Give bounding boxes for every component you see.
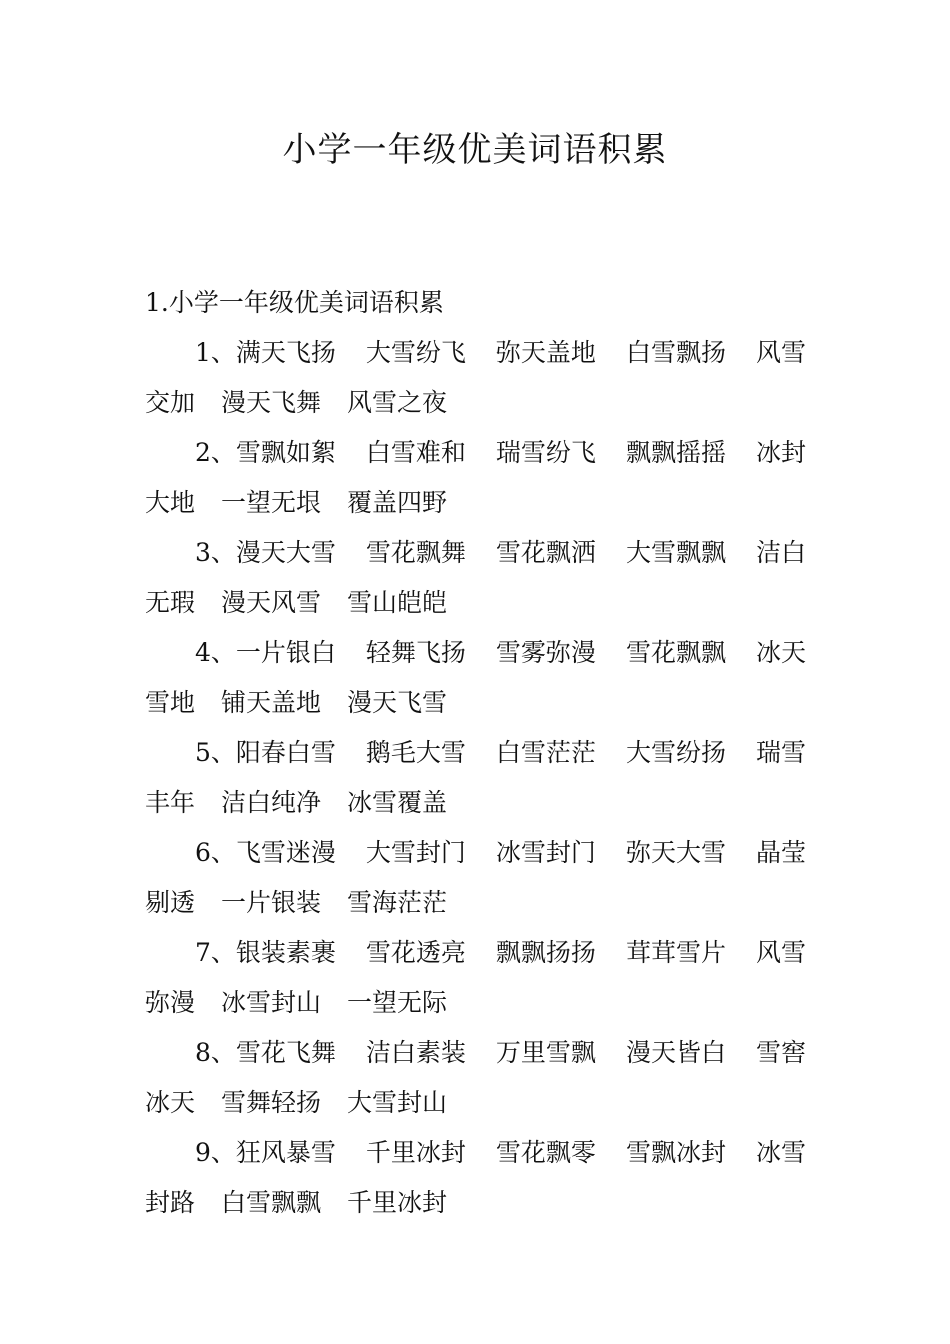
word-list-line	[145, 578, 806, 628]
word-phrase: 冰天	[145, 1088, 196, 1117]
word-list-item	[145, 428, 806, 528]
word-phrase: 洁白	[755, 538, 806, 567]
word-list-line	[145, 778, 806, 828]
word-phrase: 5、阳春白雪	[195, 738, 336, 767]
word-phrase: 弥天大雪	[625, 838, 726, 867]
word-phrase: 一望无际	[347, 988, 448, 1017]
word-list-line	[145, 428, 806, 478]
word-phrase: 白雪难和	[365, 438, 466, 467]
word-list-line	[145, 928, 806, 978]
word-phrase: 雪花飘舞	[365, 538, 466, 567]
word-list-line	[145, 1178, 806, 1228]
word-phrase: 风雪	[755, 338, 806, 367]
word-phrase: 9、狂风暴雪	[195, 1138, 336, 1167]
word-phrase: 风雪之夜	[347, 388, 448, 417]
word-phrase: 大雪封山	[347, 1088, 448, 1117]
word-phrase: 大雪纷飞	[365, 338, 466, 367]
word-list-item	[145, 1028, 806, 1128]
word-phrase: 雪飘冰封	[625, 1138, 726, 1167]
word-list-line	[145, 878, 806, 928]
word-list-item	[145, 828, 806, 928]
word-phrase: 雪花飘洒	[495, 538, 596, 567]
word-list-line	[145, 628, 806, 678]
word-list-line	[145, 378, 806, 428]
word-phrase: 弥漫	[145, 988, 196, 1017]
word-list-line	[145, 1078, 806, 1128]
word-phrase: 漫天皆白	[625, 1038, 726, 1067]
word-list-item	[145, 1128, 806, 1228]
word-phrase: 洁白素装	[365, 1038, 466, 1067]
word-phrase: 封路	[145, 1188, 196, 1217]
word-list-item	[145, 528, 806, 628]
word-phrase: 冰封	[755, 438, 806, 467]
word-phrase: 风雪	[755, 938, 806, 967]
word-list-line	[145, 478, 806, 528]
word-phrase: 7、银装素裹	[195, 938, 336, 967]
word-list-line	[145, 728, 806, 778]
word-list-line	[145, 328, 806, 378]
word-list-line	[145, 828, 806, 878]
word-phrase: 铺天盖地	[221, 688, 322, 717]
word-phrase: 洁白纯净	[221, 788, 322, 817]
document-body	[145, 278, 806, 1228]
word-phrase: 无瑕	[145, 588, 196, 617]
word-phrase: 雪舞轻扬	[221, 1088, 322, 1117]
word-phrase: 飘飘扬扬	[495, 938, 596, 967]
word-phrase: 8、雪花飞舞	[195, 1038, 336, 1067]
word-phrase: 万里雪飘	[495, 1038, 596, 1067]
word-list-item	[145, 328, 806, 428]
word-phrase: 剔透	[145, 888, 196, 917]
word-phrase: 漫天飞舞	[221, 388, 322, 417]
word-list-item	[145, 628, 806, 728]
word-phrase: 3、漫天大雪	[195, 538, 336, 567]
word-list-item	[145, 928, 806, 1028]
word-phrase: 雪海茫茫	[347, 888, 448, 917]
word-phrase: 大雪封门	[365, 838, 466, 867]
word-list-line	[145, 978, 806, 1028]
word-phrase: 雪雾弥漫	[495, 638, 596, 667]
word-phrase: 冰天	[755, 638, 806, 667]
word-list-line	[145, 1028, 806, 1078]
document-title: 小学一年级优美词语积累	[282, 130, 668, 170]
word-phrase: 雪花飘飘	[625, 638, 726, 667]
word-phrase: 鹅毛大雪	[365, 738, 466, 767]
word-phrase: 轻舞飞扬	[365, 638, 466, 667]
word-phrase: 白雪飘飘	[221, 1188, 322, 1217]
word-phrase: 瑞雪	[755, 738, 806, 767]
word-phrase: 千里冰封	[347, 1188, 448, 1217]
word-phrase: 1、满天飞扬	[195, 338, 336, 367]
word-phrase: 白雪飘扬	[625, 338, 726, 367]
word-phrase: 飘飘摇摇	[625, 438, 726, 467]
word-phrase: 冰雪封门	[495, 838, 596, 867]
word-phrase: 4、一片银白	[195, 638, 336, 667]
word-list-line	[145, 1128, 806, 1178]
word-phrase: 冰雪覆盖	[347, 788, 448, 817]
word-phrase: 雪花飘零	[495, 1138, 596, 1167]
word-phrase: 冰雪	[755, 1138, 806, 1167]
word-phrase: 一片银装	[221, 888, 322, 917]
word-phrase: 茸茸雪片	[625, 938, 726, 967]
word-phrase: 白雪茫茫	[495, 738, 596, 767]
word-list-item	[145, 728, 806, 828]
word-phrase: 2、雪飘如絮	[195, 438, 336, 467]
word-phrase: 一望无垠	[221, 488, 322, 517]
word-phrase: 大雪纷扬	[625, 738, 726, 767]
word-phrase: 6、飞雪迷漫	[195, 838, 336, 867]
word-phrase: 千里冰封	[365, 1138, 466, 1167]
word-phrase: 冰雪封山	[221, 988, 322, 1017]
word-phrase: 晶莹	[755, 838, 806, 867]
word-phrase: 雪地	[145, 688, 196, 717]
word-phrase: 大地	[145, 488, 196, 517]
word-phrase: 雪山皑皑	[347, 588, 448, 617]
word-phrase: 覆盖四野	[347, 488, 448, 517]
word-phrase: 瑞雪纷飞	[495, 438, 596, 467]
word-list	[145, 328, 806, 1228]
word-phrase: 漫天风雪	[221, 588, 322, 617]
word-phrase: 交加	[145, 388, 196, 417]
word-phrase: 大雪飘飘	[625, 538, 726, 567]
word-list-line	[145, 678, 806, 728]
word-phrase: 雪花透亮	[365, 938, 466, 967]
word-list-line	[145, 528, 806, 578]
word-phrase: 雪窖	[755, 1038, 806, 1067]
word-phrase: 漫天飞雪	[347, 688, 448, 717]
word-phrase: 丰年	[145, 788, 196, 817]
section-heading: 1.小学一年级优美词语积累	[145, 288, 444, 317]
word-phrase: 弥天盖地	[495, 338, 596, 367]
